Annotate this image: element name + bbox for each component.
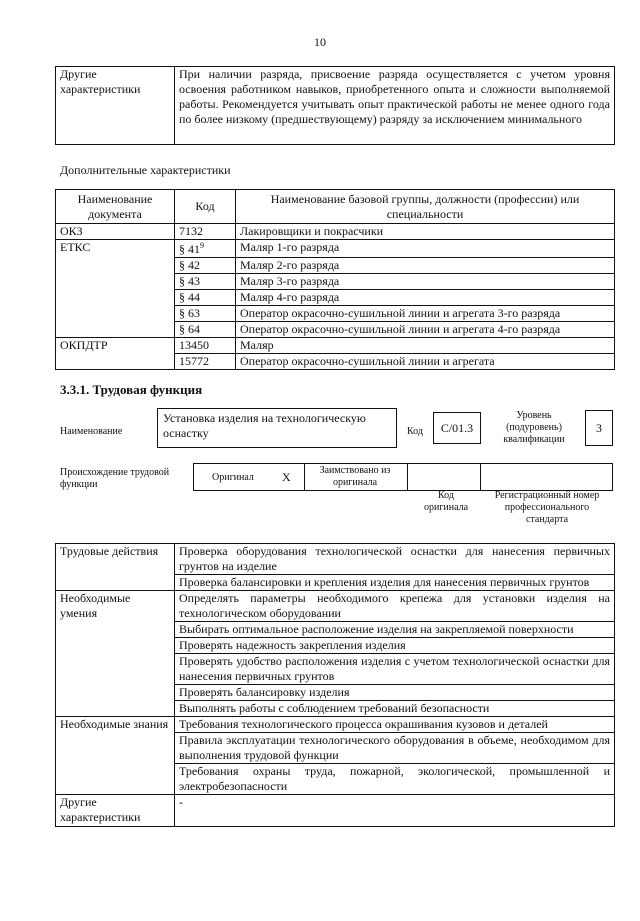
additional-characteristics-table	[55, 189, 615, 370]
row-name: Лакировщики и покрасчики	[236, 224, 615, 240]
table-row	[56, 240, 615, 258]
row-doc: ЕТКС	[56, 240, 175, 338]
qualification-level-label: Уровень (подуровень) квалификации	[503, 410, 565, 445]
row-code: § $41^9$	[175, 240, 236, 258]
knowledge-item: Требования технологического процесса окрашивания кузовов и деталей	[175, 717, 615, 733]
table-row	[56, 544, 615, 575]
row-code: 7132	[175, 224, 236, 240]
row-name: Маляр 4-го разряда	[236, 290, 615, 306]
function-name-box	[157, 408, 397, 448]
original-label: Оригинал	[212, 472, 254, 483]
header-document: Наименование документа	[56, 190, 175, 224]
row-doc: ОКЗ	[56, 224, 175, 240]
table-row	[56, 591, 615, 622]
other-characteristics-label: Другие характеристики	[56, 67, 175, 145]
table-row	[56, 224, 615, 240]
row-doc: ОКПДТР	[56, 338, 175, 370]
row-code: § 42	[175, 258, 236, 274]
action-item: Проверка балансировки и крепления изделия для нанесения первичных грунтов	[175, 575, 615, 591]
actions-label: Трудовые действия	[56, 544, 175, 591]
other-characteristics-table	[55, 66, 615, 145]
origin-box	[193, 463, 613, 491]
other-characteristics-text: При наличии разряда, присвоение разряда осуществляется с учетом уровня освоения работником навыков, приобретенного опыта и сложности выполняемой работы. Рекомендуется учитывать опыт практической работы не менее одного года по более низкому (предшествующему) разряду за исключением минимального	[175, 67, 615, 145]
qualification-level-value: 3	[596, 421, 602, 435]
function-table	[55, 543, 615, 827]
skill-item: Выполнять работы с соблюдением требований безопасности	[175, 701, 615, 717]
table-row	[56, 338, 615, 354]
code-original-label: Код оригинала	[423, 490, 469, 513]
other-value: -	[175, 795, 615, 827]
knowledge-item: Правила эксплуатации технологического оборудования в объеме, необходимом для выполнения трудовой функции	[175, 733, 615, 764]
knowledge-label: Необходимые знания	[56, 717, 175, 795]
additional-characteristics-title: Дополнительные характеристики	[60, 163, 231, 177]
action-item: Проверка оборудования технологической оснастки для нанесения первичных грунтов на изделие	[175, 544, 615, 575]
table-row	[56, 795, 615, 827]
page-number: 10	[314, 35, 326, 49]
row-name: Оператор окрасочно-сушильной линии и агрегата 3-го разряда	[236, 306, 615, 322]
row-name: Маляр	[236, 338, 615, 354]
row-code: § 43	[175, 274, 236, 290]
origin-divider	[304, 464, 305, 490]
row-code: § 64	[175, 322, 236, 338]
row-name: Маляр 2-го разряда	[236, 258, 615, 274]
skill-item: Определять параметры необходимого крепежа для установки изделия на технологическом оборудовании	[175, 591, 615, 622]
origin-label: Происхождение трудовой функции	[60, 467, 170, 490]
skills-label: Необходимые умения	[56, 591, 175, 717]
function-code-box	[433, 412, 481, 444]
row-code: § 44	[175, 290, 236, 306]
row-name: Маляр 3-го разряда	[236, 274, 615, 290]
origin-divider	[480, 464, 481, 490]
function-code-label: Код	[407, 426, 423, 437]
function-code-value: С/01.3	[440, 421, 474, 435]
row-name: Оператор окрасочно-сушильной линии и агрегата	[236, 354, 615, 370]
skill-item: Проверять балансировку изделия	[175, 685, 615, 701]
original-mark: X	[282, 470, 291, 484]
skill-item: Проверять надежность закрепления изделия	[175, 638, 615, 654]
function-name-value: Установка изделия на технологическую оснастку	[163, 411, 366, 440]
knowledge-item: Требования охраны труда, пожарной, экологической, промышленной и электробезопасности	[175, 764, 615, 795]
section-title: 3.3.1. Трудовая функция	[60, 382, 203, 397]
row-code: § 63	[175, 306, 236, 322]
header-name: Наименование базовой группы, должности (профессии) или специальности	[236, 190, 615, 224]
header-code: Код	[175, 190, 236, 224]
qualification-level-box	[585, 410, 613, 446]
row-name: Маляр 1-го разряда	[236, 240, 615, 258]
function-name-label: Наименование	[60, 426, 123, 437]
row-code: 13450	[175, 338, 236, 354]
row-name: Оператор окрасочно-сушильной линии и агрегата 4-го разряда	[236, 322, 615, 338]
row-code: 15772	[175, 354, 236, 370]
other-label: Другие характеристики	[56, 795, 175, 827]
skill-item: Проверять удобство расположения изделия с учетом технологической оснастки для нанесения первичных грунтов	[175, 654, 615, 685]
reg-number-label: Регистрационный номер профессионального стандарта	[494, 490, 600, 525]
table-row	[56, 717, 615, 733]
skill-item: Выбирать оптимальное расположение изделия на закрепляемой поверхности	[175, 622, 615, 638]
origin-divider	[407, 464, 408, 490]
borrowed-label: Заимствовано из оригинала	[319, 465, 391, 488]
